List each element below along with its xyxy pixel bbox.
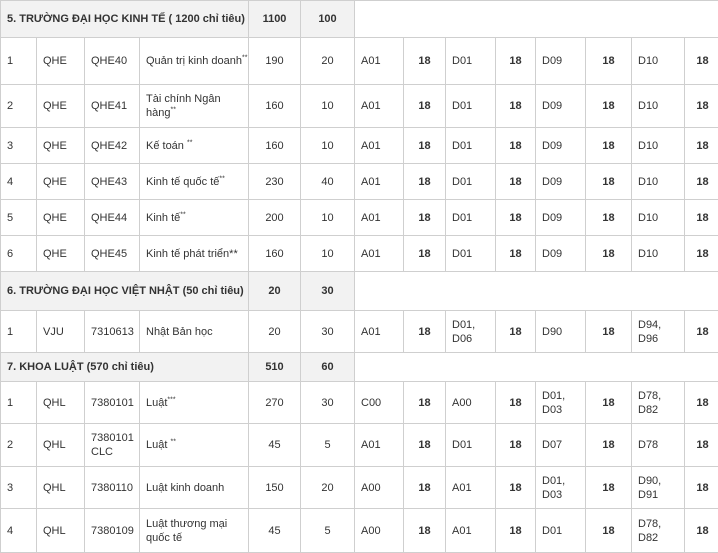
row-group-1: A01 bbox=[355, 38, 404, 85]
row-quota-b: 5 bbox=[301, 424, 355, 467]
row-score-4: 18 bbox=[685, 236, 718, 272]
row-group-3: D09 bbox=[536, 200, 586, 236]
row-name-cell bbox=[140, 85, 249, 128]
row-score-2: 18 bbox=[496, 424, 536, 467]
row-group-1: A01 bbox=[355, 311, 404, 353]
row-code: QHE45 bbox=[85, 236, 140, 272]
row-group-1: A01 bbox=[355, 236, 404, 272]
row-quota-b: 30 bbox=[301, 382, 355, 424]
row-code: QHE41 bbox=[85, 85, 140, 128]
row-stt: 3 bbox=[1, 128, 37, 164]
table-row bbox=[1, 311, 718, 353]
row-unit: QHE bbox=[37, 236, 85, 272]
row-group-3: D09 bbox=[536, 128, 586, 164]
row-code: QHE44 bbox=[85, 200, 140, 236]
row-stt: 1 bbox=[1, 38, 37, 85]
row-quota-b: 20 bbox=[301, 467, 355, 509]
row-score-4: 18 bbox=[685, 128, 718, 164]
row-mark: ** bbox=[219, 175, 224, 182]
row-group-1: A01 bbox=[355, 200, 404, 236]
row-score-4: 18 bbox=[685, 424, 718, 467]
row-score-4: 18 bbox=[685, 200, 718, 236]
row-name: Kinh tế quốc tế bbox=[146, 176, 219, 188]
row-score-2: 18 bbox=[496, 128, 536, 164]
row-score-2: 18 bbox=[496, 85, 536, 128]
row-mark: ** bbox=[242, 54, 247, 61]
row-group-2: A00 bbox=[446, 382, 496, 424]
table-row bbox=[1, 467, 718, 509]
row-group-2: D01 bbox=[446, 424, 496, 467]
row-score-1: 18 bbox=[404, 85, 446, 128]
row-mark: ** bbox=[187, 139, 192, 146]
row-quota-b: 5 bbox=[301, 509, 355, 553]
table-row bbox=[1, 236, 718, 272]
table-row bbox=[1, 164, 718, 200]
row-score-3: 18 bbox=[586, 200, 632, 236]
row-score-4: 18 bbox=[685, 509, 718, 553]
row-quota-b: 10 bbox=[301, 128, 355, 164]
row-mark: ** bbox=[170, 106, 175, 113]
row-unit: QHE bbox=[37, 200, 85, 236]
row-unit: QHE bbox=[37, 38, 85, 85]
section-title: 6. TRƯỜNG ĐẠI HỌC VIỆT NHẬT (50 chỉ tiêu) bbox=[1, 272, 249, 311]
row-quota-a: 150 bbox=[249, 467, 301, 509]
section-header-row bbox=[1, 272, 718, 311]
row-name: Luật bbox=[146, 397, 167, 409]
section-title: 5. TRƯỜNG ĐẠI HỌC KINH TẾ ( 1200 chỉ tiêu) bbox=[1, 1, 249, 38]
row-group-3: D01 bbox=[536, 509, 586, 553]
row-group-4: D10 bbox=[632, 128, 685, 164]
row-score-3: 18 bbox=[586, 128, 632, 164]
section-title: 7. KHOA LUẬT (570 chỉ tiêu) bbox=[1, 353, 249, 382]
row-name: Kế toán bbox=[146, 140, 187, 152]
row-quota-b: 10 bbox=[301, 200, 355, 236]
row-quota-a: 160 bbox=[249, 128, 301, 164]
row-group-1: A01 bbox=[355, 85, 404, 128]
row-unit: QHE bbox=[37, 164, 85, 200]
row-quota-a: 190 bbox=[249, 38, 301, 85]
section-total-b: 30 bbox=[301, 272, 355, 311]
row-group-3: D09 bbox=[536, 164, 586, 200]
row-score-3: 18 bbox=[586, 236, 632, 272]
row-group-3: D07 bbox=[536, 424, 586, 467]
table-row bbox=[1, 85, 718, 128]
row-quota-a: 45 bbox=[249, 424, 301, 467]
row-stt: 1 bbox=[1, 311, 37, 353]
row-code: 7380110 bbox=[85, 467, 140, 509]
row-quota-b: 20 bbox=[301, 38, 355, 85]
row-group-4: D10 bbox=[632, 164, 685, 200]
row-score-3: 18 bbox=[586, 85, 632, 128]
table-row bbox=[1, 200, 718, 236]
row-code: 7380101 bbox=[85, 382, 140, 424]
row-group-4: D10 bbox=[632, 38, 685, 85]
row-score-2: 18 bbox=[496, 467, 536, 509]
row-group-1: A01 bbox=[355, 128, 404, 164]
row-group-4: D94, D96 bbox=[632, 311, 685, 353]
section-total-b: 100 bbox=[301, 1, 355, 38]
row-stt: 2 bbox=[1, 85, 37, 128]
row-name-cell bbox=[140, 236, 249, 272]
row-score-1: 18 bbox=[404, 236, 446, 272]
row-code: 7380101 CLC bbox=[85, 424, 140, 467]
row-group-1: A01 bbox=[355, 164, 404, 200]
row-unit: QHL bbox=[37, 467, 85, 509]
row-name-cell bbox=[140, 509, 249, 553]
row-name: Kinh tế bbox=[146, 212, 180, 224]
row-group-3: D90 bbox=[536, 311, 586, 353]
row-score-2: 18 bbox=[496, 236, 536, 272]
row-score-1: 18 bbox=[404, 509, 446, 553]
section-total-b: 60 bbox=[301, 353, 355, 382]
row-code: 7310613 bbox=[85, 311, 140, 353]
row-code: QHE42 bbox=[85, 128, 140, 164]
row-score-1: 18 bbox=[404, 38, 446, 85]
row-group-4: D78, D82 bbox=[632, 509, 685, 553]
row-group-4: D10 bbox=[632, 85, 685, 128]
row-name-cell bbox=[140, 128, 249, 164]
row-name-cell bbox=[140, 164, 249, 200]
row-group-4: D78, D82 bbox=[632, 382, 685, 424]
row-name-cell bbox=[140, 382, 249, 424]
row-quota-a: 160 bbox=[249, 236, 301, 272]
row-score-4: 18 bbox=[685, 164, 718, 200]
row-quota-b: 40 bbox=[301, 164, 355, 200]
row-quota-b: 10 bbox=[301, 236, 355, 272]
table-row bbox=[1, 382, 718, 424]
row-score-1: 18 bbox=[404, 467, 446, 509]
section-total-a: 20 bbox=[249, 272, 301, 311]
row-score-4: 18 bbox=[685, 467, 718, 509]
row-score-2: 18 bbox=[496, 382, 536, 424]
row-score-2: 18 bbox=[496, 38, 536, 85]
row-score-3: 18 bbox=[586, 424, 632, 467]
row-group-4: D78 bbox=[632, 424, 685, 467]
row-quota-a: 160 bbox=[249, 85, 301, 128]
row-name-cell bbox=[140, 467, 249, 509]
row-score-3: 18 bbox=[586, 38, 632, 85]
row-name: Luật bbox=[146, 439, 170, 451]
row-group-3: D09 bbox=[536, 85, 586, 128]
row-group-2: D01 bbox=[446, 128, 496, 164]
section-blank bbox=[355, 272, 718, 311]
row-quota-a: 230 bbox=[249, 164, 301, 200]
row-mark: *** bbox=[167, 396, 175, 403]
row-quota-a: 270 bbox=[249, 382, 301, 424]
row-unit: QHE bbox=[37, 85, 85, 128]
row-score-3: 18 bbox=[586, 382, 632, 424]
row-score-3: 18 bbox=[586, 164, 632, 200]
section-total-a: 1100 bbox=[249, 1, 301, 38]
row-group-2: D01 bbox=[446, 200, 496, 236]
row-name: Tài chính Ngân hàng bbox=[146, 93, 221, 119]
row-group-2: D01 bbox=[446, 236, 496, 272]
row-group-1: A01 bbox=[355, 424, 404, 467]
row-group-2: D01 bbox=[446, 164, 496, 200]
row-name: Nhật Bản học bbox=[146, 326, 213, 338]
row-group-2: D01, D06 bbox=[446, 311, 496, 353]
row-code: QHE40 bbox=[85, 38, 140, 85]
row-unit: QHE bbox=[37, 128, 85, 164]
table-row bbox=[1, 128, 718, 164]
row-score-4: 18 bbox=[685, 311, 718, 353]
row-mark: ** bbox=[180, 211, 185, 218]
row-score-3: 18 bbox=[586, 311, 632, 353]
table-row bbox=[1, 424, 718, 467]
row-group-2: A01 bbox=[446, 509, 496, 553]
row-code: 7380109 bbox=[85, 509, 140, 553]
row-group-3: D01, D03 bbox=[536, 382, 586, 424]
row-stt: 4 bbox=[1, 164, 37, 200]
row-score-1: 18 bbox=[404, 311, 446, 353]
row-unit: QHL bbox=[37, 424, 85, 467]
table-row bbox=[1, 38, 718, 85]
row-name: Quản trị kinh doanh bbox=[146, 55, 242, 67]
row-unit: QHL bbox=[37, 509, 85, 553]
row-name: Kinh tế phát triển** bbox=[146, 248, 238, 260]
row-score-4: 18 bbox=[685, 382, 718, 424]
row-quota-b: 30 bbox=[301, 311, 355, 353]
row-group-1: C00 bbox=[355, 382, 404, 424]
section-blank bbox=[355, 353, 718, 382]
row-group-3: D09 bbox=[536, 38, 586, 85]
row-score-1: 18 bbox=[404, 200, 446, 236]
section-header-row bbox=[1, 1, 718, 38]
row-name-cell bbox=[140, 200, 249, 236]
row-group-4: D10 bbox=[632, 200, 685, 236]
row-group-3: D09 bbox=[536, 236, 586, 272]
row-score-1: 18 bbox=[404, 164, 446, 200]
row-name: Luật kinh doanh bbox=[146, 482, 224, 494]
row-score-1: 18 bbox=[404, 424, 446, 467]
row-stt: 6 bbox=[1, 236, 37, 272]
row-score-1: 18 bbox=[404, 128, 446, 164]
row-unit: VJU bbox=[37, 311, 85, 353]
section-total-a: 510 bbox=[249, 353, 301, 382]
row-score-2: 18 bbox=[496, 200, 536, 236]
row-stt: 4 bbox=[1, 509, 37, 553]
row-group-3: D01, D03 bbox=[536, 467, 586, 509]
row-group-1: A00 bbox=[355, 509, 404, 553]
section-blank bbox=[355, 1, 718, 38]
row-stt: 3 bbox=[1, 467, 37, 509]
row-score-3: 18 bbox=[586, 509, 632, 553]
row-group-2: A01 bbox=[446, 467, 496, 509]
row-group-2: D01 bbox=[446, 85, 496, 128]
row-score-2: 18 bbox=[496, 509, 536, 553]
row-name-cell bbox=[140, 311, 249, 353]
row-stt: 5 bbox=[1, 200, 37, 236]
row-quota-a: 20 bbox=[249, 311, 301, 353]
row-stt: 1 bbox=[1, 382, 37, 424]
row-group-4: D90, D91 bbox=[632, 467, 685, 509]
table-row bbox=[1, 509, 718, 553]
row-mark: ** bbox=[170, 438, 175, 445]
row-group-4: D10 bbox=[632, 236, 685, 272]
row-score-2: 18 bbox=[496, 164, 536, 200]
section-header-row bbox=[1, 353, 718, 382]
row-group-2: D01 bbox=[446, 38, 496, 85]
row-quota-b: 10 bbox=[301, 85, 355, 128]
row-score-1: 18 bbox=[404, 382, 446, 424]
row-score-2: 18 bbox=[496, 311, 536, 353]
row-code: QHE43 bbox=[85, 164, 140, 200]
row-quota-a: 45 bbox=[249, 509, 301, 553]
row-group-1: A00 bbox=[355, 467, 404, 509]
row-score-4: 18 bbox=[685, 85, 718, 128]
row-unit: QHL bbox=[37, 382, 85, 424]
row-quota-a: 200 bbox=[249, 200, 301, 236]
row-name-cell bbox=[140, 424, 249, 467]
row-score-4: 18 bbox=[685, 38, 718, 85]
row-score-3: 18 bbox=[586, 467, 632, 509]
row-name: Luật thương mại quốc tế bbox=[146, 518, 227, 544]
row-name-cell bbox=[140, 38, 249, 85]
row-stt: 2 bbox=[1, 424, 37, 467]
